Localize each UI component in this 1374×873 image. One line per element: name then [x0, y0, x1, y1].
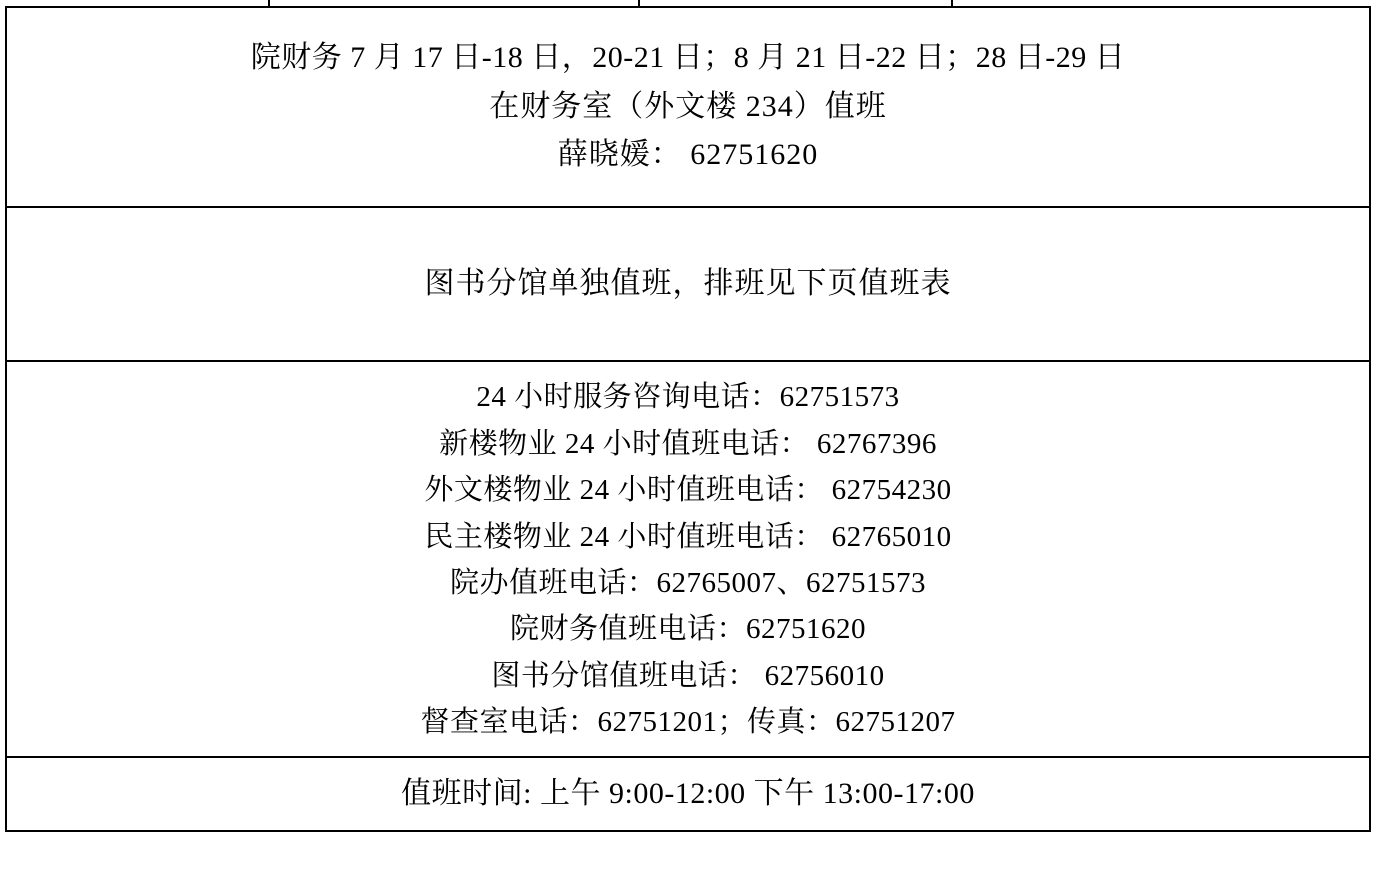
phone-line-4: 民主楼物业 24 小时值班电话： 62765010 [424, 520, 952, 553]
duty-information-table [5, 0, 1371, 832]
library-duty-cell [6, 207, 1370, 362]
phone-line-5: 院办值班电话：62765007、62751573 [449, 566, 926, 599]
finance-duty-line-3: 薛晓媛： 62751620 [557, 138, 819, 172]
phone-line-3: 外文楼物业 24 小时值班电话： 62754230 [424, 474, 952, 507]
table-row [6, 757, 1370, 832]
top-stub-cell-3 [639, 0, 952, 7]
phone-line-7: 图书分馆值班电话： 62756010 [491, 659, 885, 692]
phone-line-6: 院财务值班电话：62751620 [509, 613, 866, 646]
phone-line-8: 督查室电话：62751201；传真：62751207 [420, 706, 956, 739]
top-stub-cell-1 [6, 0, 269, 7]
phone-line-2: 新楼物业 24 小时值班电话： 62767396 [439, 427, 937, 460]
library-duty-line-1: 图书分馆单独值班，排班见下页值班表 [424, 266, 952, 300]
top-stub-cell-4 [952, 0, 1370, 7]
phone-line-1: 24 小时服务咨询电话：62751573 [476, 381, 900, 414]
table-row [6, 361, 1370, 756]
table-row [6, 207, 1370, 362]
phone-list-cell [6, 361, 1370, 756]
table-top-partial-row [6, 0, 1370, 7]
finance-duty-line-2: 在财务室（外文楼 234）值班 [489, 89, 887, 123]
finance-duty-line-1: 院财务 7 月 17 日-18 日，20-21 日；8 月 21 日-22 日；28 日-29 日 [250, 41, 1126, 74]
table-row [6, 7, 1370, 207]
duty-hours-cell [6, 757, 1370, 832]
top-stub-cell-2 [269, 0, 639, 7]
finance-duty-cell [6, 7, 1370, 207]
duty-hours-line-1: 值班时间: 上午 9:00-12:00 下午 13:00-17:00 [401, 776, 975, 810]
